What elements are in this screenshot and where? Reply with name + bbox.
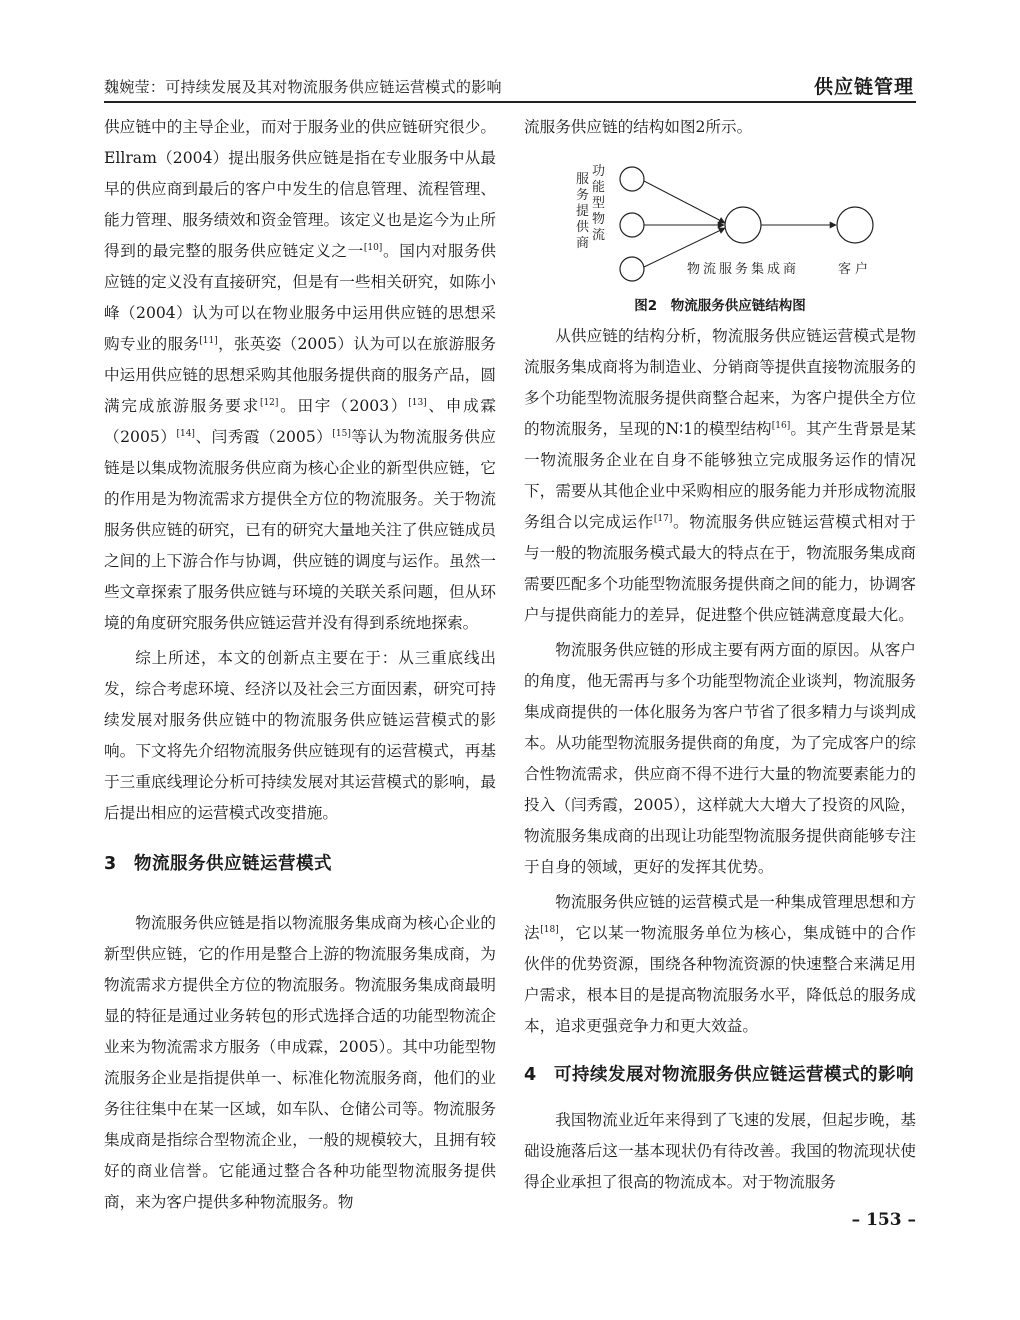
journal-section: 供应链管理 bbox=[813, 76, 914, 98]
customer-node bbox=[837, 207, 873, 243]
section-number: 4 bbox=[524, 1065, 537, 1085]
section-3-heading bbox=[104, 849, 496, 880]
citation: [14] bbox=[176, 428, 195, 439]
supply-chain-structure-diagram bbox=[524, 143, 916, 295]
right-paragraph-3: 物流服务供应链的运营模式是一种集成管理思想和方法[18]，它以某一物流服务单位为核心，集成链中的合作伙伴的优势资源，围绕各种物流资源的快速整合来满足用户需求，根本目的是提高物流服务水平，降低总的服务成本，追求更强竞争力和更大效益。 bbox=[524, 893, 916, 1035]
header-rule bbox=[104, 101, 916, 103]
right-paragraph-2: 物流服务供应链的形成主要有两方面的原因。从客户的角度，他无需再与多个功能型物流企业谈判，物流服务集成商提供的一体化服务为客户节省了很多精力与谈判成本。从功能型物流服务提供商的角度，为了完成客户的综合性物流需求，供应商不得不进行大量的物流要素能力的投入（闫秀霞，2005），这样就大大增大了投资的风险，物流服务集成商的出现让功能型物流服务提供商能够专注于自身的领域，更好的发挥其优势。 bbox=[524, 641, 916, 876]
left-paragraph-3: 物流服务供应链是指以物流服务集成商为核心企业的新型供应链，它的作用是整合上游的物流服务集成商，为物流需求方提供全方位的物流服务。物流服务集成商最明显的特征是通过业务转包的形式选择合适的功能型物流企业来为物流需求方服务（申成霖，2005）。其中功能型物流服务企业是指提供单一、标准化物流服务商，他们的业务往往集中在某一区域，如车队、仓储公司等。物流服务集成商是指综合型物流企业，一般的规模较大，且拥有较好的商业信誉。它能通过整合各种功能型物流服务提供商，来为客户提供多种物流服务。物 bbox=[104, 914, 496, 1211]
left-paragraph-1: 供应链中的主导企业，而对于服务业的供应链研究很少。Ellram（2004）提出服务供应链是指在专业服务中从最早的供应商到最后的客户中发生的信息管理、流程管理、能力管理、服务绩效和资金管理。该定义也是迄今为止所得到的最完整的服务供应链定义之一[10]。国内对服务供应链的定义没有直接研究，但是有一些相关研究，如陈小峰（2004）认为可以在物业服务中运用供应链的思想采购专业的服务[11]，张英姿（2005）认为可以在旅游服务中运用供应链的思想采购其他服务提供商的服务产品，圆满完成旅游服务要求[12]。田宇（2003）[13]、申成霖（2005）[14]、闫秀霞（2005）[15]等认为物流服务供应链是以集成物流服务供应商为核心企业的新型供应链，它的作用是为物流需求方提供全方位的物流服务。关于物流服务供应链的研究，已有的研究大量地关注了供应链成员之间的上下游合作与协调，供应链的调度与运作。虽然一些文章探索了服务供应链与环境的关联关系问题，但从环境的角度研究服务供应链运营并没有得到系统地探索。 bbox=[104, 118, 496, 632]
right-paragraph-1: 从供应链的结构分析，物流服务供应链运营模式是物流服务集成商将为制造业、分销商等提供直接物流服务的多个功能型物流服务提供商整合起来，为客户提供全方位的物流服务，呈现的N∶1的模型结构[16]。其产生背景是某一物流服务企业在自身不能够独立完成服务运作的情况下，需要从其他企业中采购相应的服务能力并形成物流服务组合以完成运作[17]。物流服务供应链运营模式相对于与一般的物流服务模式最大的特点在于，物流服务集成商需要匹配多个功能型物流服务提供商之间的能力，协调客户与提供商能力的差异，促进整个供应链满意度最大化。 bbox=[524, 327, 916, 624]
citation: [11] bbox=[199, 335, 218, 346]
citation: [13] bbox=[408, 397, 427, 408]
left-paragraph-2: 综上所述，本文的创新点主要在于：从三重底线出发，综合考虑环境、经济以及社会三方面因素，研究可持续发展对服务供应链中的物流服务供应链运营模式的影响。下文将先介绍物流服务供应链现有的运营模式，再基于三重底线理论分析可持续发展对其运营模式的影响，最后提出相应的运营模式改变措施。 bbox=[104, 649, 496, 822]
provider-node-3 bbox=[620, 257, 644, 281]
right-paragraph-4: 我国物流业近年来得到了飞速的发展，但起步晚，基础设施落后这一基本现状仍有待改善。我国的物流现状使得企业承担了很高的物流成本。对于物流服务 bbox=[524, 1111, 916, 1191]
provider-node-1 bbox=[620, 167, 644, 191]
right-column bbox=[524, 112, 916, 1198]
section-4-heading bbox=[524, 1060, 916, 1091]
section-title: 可持续发展对物流服务供应链运营模式的影响 bbox=[554, 1065, 914, 1085]
page-number: – 153 – bbox=[851, 1210, 916, 1230]
figure-label-col2: 功能型物流 bbox=[592, 164, 606, 243]
citation: [15] bbox=[332, 428, 351, 439]
citation: [16] bbox=[771, 420, 791, 431]
provider-node-2 bbox=[620, 213, 644, 237]
figure-caption: 图2 物流服务供应链结构图 bbox=[634, 298, 806, 314]
figure-label-col1: 服务提供商 bbox=[576, 172, 590, 251]
figure-2 bbox=[524, 143, 916, 295]
citation: [10] bbox=[363, 242, 383, 253]
integrator-label: 物流服务集成商 bbox=[686, 262, 800, 277]
citation: [17] bbox=[653, 513, 673, 524]
citation: [12] bbox=[259, 397, 279, 408]
arrow-provider1-integrator bbox=[644, 181, 725, 223]
citation: [18] bbox=[540, 924, 559, 935]
section-title: 物流服务供应链运营模式 bbox=[134, 854, 332, 874]
section-number: 3 bbox=[104, 854, 117, 874]
integrator-node bbox=[725, 207, 761, 243]
left-column bbox=[104, 112, 496, 1218]
right-paragraph-0: 流服务供应链的结构如图2所示。 bbox=[524, 118, 753, 136]
customer-label: 客户 bbox=[837, 262, 873, 277]
running-title: 魏婉莹：可持续发展及其对物流服务供应链运营模式的影响 bbox=[104, 78, 502, 96]
